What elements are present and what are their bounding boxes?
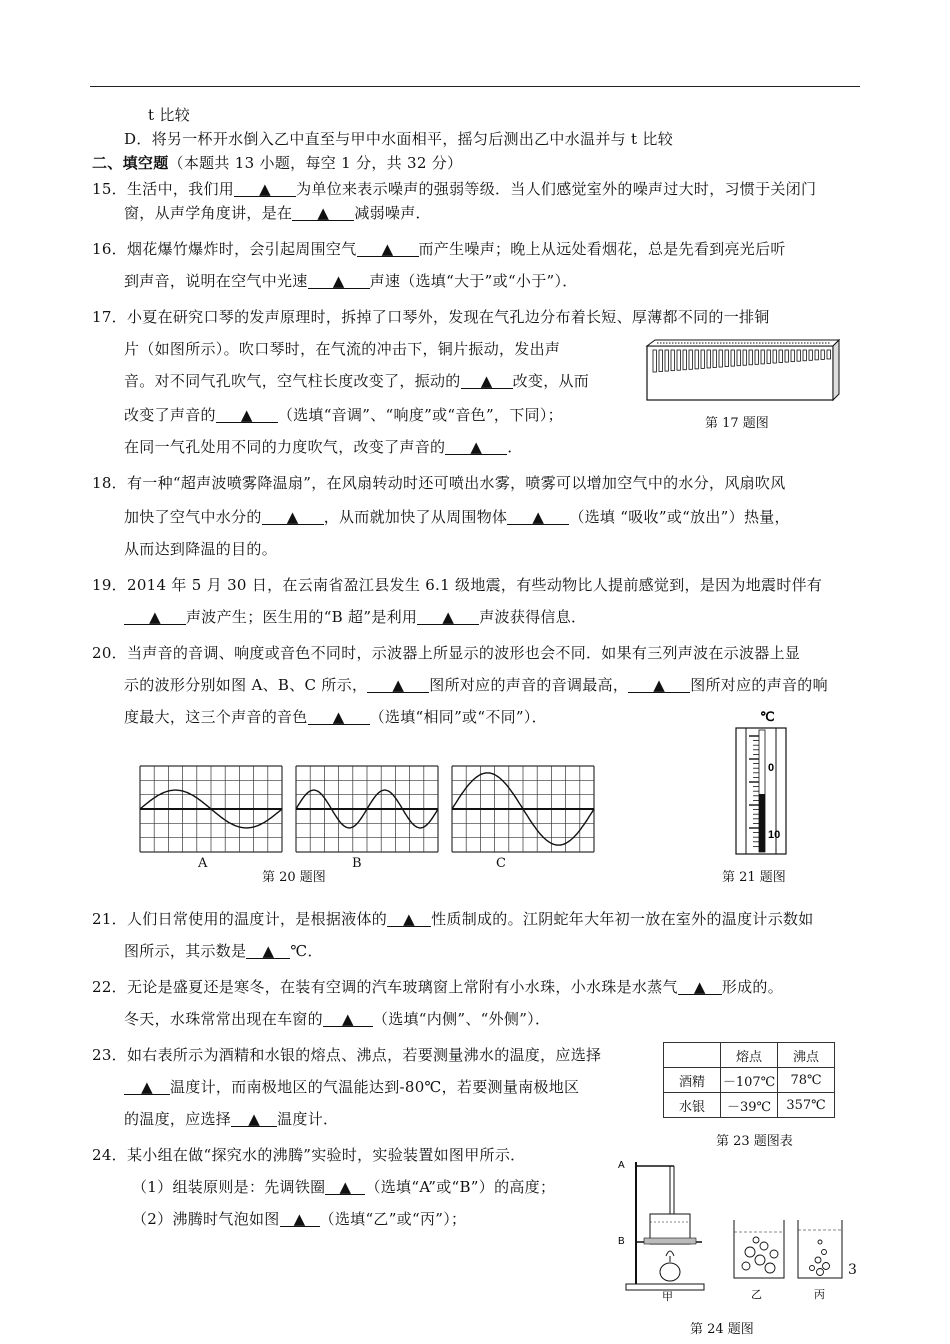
q20-line1: 20．当声音的音调、响度或音色不同时，示波器上所显示的波形也会不同．如果有三列声波在示波器上显 bbox=[92, 644, 801, 662]
harmonica-reed bbox=[707, 350, 710, 368]
harmonica-reed bbox=[785, 350, 788, 362]
q15-text-b: 为单位来表示噪声的强弱等级．当人们感觉室外的噪声过大时，习惯于关闭门 bbox=[296, 180, 817, 198]
bubble bbox=[742, 1262, 750, 1270]
harmonica-reed bbox=[791, 350, 794, 362]
harmonica-reed bbox=[815, 350, 818, 360]
answer-blank[interactable]: ▲ bbox=[445, 440, 507, 455]
q21-text-d: ℃． bbox=[290, 942, 323, 960]
q17-text-f: （选填“音调”、“响度”或“音色”，下同）； bbox=[277, 406, 563, 424]
answer-blank[interactable]: ▲ bbox=[417, 610, 479, 625]
tick-10: 10 bbox=[768, 829, 781, 841]
q24-line2 bbox=[132, 1176, 555, 1197]
label-b: B bbox=[352, 856, 362, 871]
answer-blank[interactable]: ▲ bbox=[216, 408, 278, 423]
q16-line1 bbox=[92, 238, 786, 259]
q18-text-c: ，从而就加快了从周围物体 bbox=[323, 508, 508, 526]
bubble bbox=[745, 1247, 755, 1257]
label-yi: 乙 bbox=[751, 1288, 762, 1301]
harmonica-reed bbox=[797, 350, 800, 361]
harmonica-reed bbox=[773, 350, 776, 363]
q23-caption: 第 23 题图表 bbox=[716, 1134, 793, 1149]
answer-blank[interactable]: ▲ bbox=[231, 1112, 277, 1127]
answer-blank[interactable]: ▲ bbox=[246, 944, 290, 959]
harmonica-reed bbox=[827, 350, 830, 359]
q23-line2 bbox=[124, 1076, 579, 1097]
q24-caption: 第 24 题图 bbox=[690, 1322, 754, 1337]
q16-text-d: 声速（选填“大于”或“小于”）． bbox=[369, 272, 578, 290]
label-bing: 丙 bbox=[814, 1288, 825, 1301]
q20-text-e: 度最大，这三个声音的音色 bbox=[124, 708, 308, 726]
answer-blank[interactable]: ▲ bbox=[678, 980, 722, 995]
table-cell: 357℃ bbox=[778, 1093, 835, 1118]
q23-text-b: 温度计，而南极地区的气温能达到-80℃，若要测量南极地区 bbox=[170, 1078, 580, 1096]
harmonica-reed bbox=[743, 350, 746, 365]
harmonica-reed bbox=[677, 350, 680, 370]
section-title: 二、填空题 bbox=[92, 154, 169, 172]
q15-text-a: 15．生活中，我们用 bbox=[92, 180, 235, 198]
answer-blank[interactable]: ▲ bbox=[262, 510, 324, 525]
q15-text-c: 窗，从声学角度讲，是在 bbox=[124, 204, 293, 222]
q17-line1: 17．小夏在研究口琴的发声原理时，拆掉了口琴外，发现在气孔边分布着长短、厚薄都不同的一排铜 bbox=[92, 308, 770, 326]
label-iron-ring-a: A bbox=[618, 1160, 625, 1171]
q17-text-h: ． bbox=[507, 438, 523, 456]
bubble bbox=[760, 1242, 768, 1250]
q20-line3 bbox=[124, 706, 547, 727]
celsius-unit: ℃ bbox=[760, 709, 775, 724]
q18-line1: 18．有一种“超声波喷雾降温扇”，在风扇转动时还可喷出水雾，喷雾可以增加空气中的水分，风扇吹风 bbox=[92, 474, 786, 492]
q24-line3 bbox=[132, 1208, 466, 1229]
section-note: （本题共 13 小题，每空 1 分，共 32 分） bbox=[168, 154, 463, 172]
table-cell: －39℃ bbox=[721, 1093, 778, 1118]
bubble bbox=[815, 1257, 821, 1263]
table-cell: －107℃ bbox=[721, 1068, 778, 1093]
harmonica-reed bbox=[689, 350, 692, 369]
bubble bbox=[818, 1240, 822, 1244]
q24-text-b: （1）组装原则是：先调铁圈 bbox=[132, 1178, 326, 1196]
harmonica-reed bbox=[749, 350, 752, 365]
label-c: C bbox=[496, 856, 506, 871]
q16-text-a: 16．烟花爆竹爆炸时，会引起周围空气 bbox=[92, 240, 357, 258]
table-cell: 水银 bbox=[664, 1093, 721, 1118]
q17-line2: 片（如图所示）。吹口琴时，在气流的冲击下，铜片振动，发出声 bbox=[124, 340, 561, 358]
q15-line1 bbox=[92, 178, 816, 199]
table-cell: 酒精 bbox=[664, 1068, 721, 1093]
q17-line5 bbox=[124, 436, 523, 457]
option-d: D．将另一杯开水倒入乙中直至与甲中水面相平，摇匀后测出乙中水温并与 t 比较 bbox=[124, 130, 673, 148]
q17-line3 bbox=[124, 370, 589, 391]
harmonica-figure bbox=[645, 338, 841, 406]
bubbles-yi bbox=[742, 1237, 778, 1273]
harmonica-reed bbox=[695, 350, 698, 369]
answer-blank[interactable]: ▲ bbox=[292, 206, 354, 221]
q22-text-b: 形成的。 bbox=[721, 978, 783, 996]
q17-line4 bbox=[124, 404, 563, 425]
q24-text-e: （选填“乙”或“丙”）； bbox=[319, 1210, 467, 1228]
q21-line2 bbox=[124, 940, 323, 961]
q20-text-d: 图所对应的声音的响 bbox=[690, 676, 828, 694]
q17-text-c: 音。对不同气孔吹气，空气柱长度改变了，振动的 bbox=[124, 372, 461, 390]
q17-text-d: 改变，从而 bbox=[512, 372, 590, 390]
harmonica-reed bbox=[701, 350, 704, 368]
header-rule bbox=[90, 86, 860, 87]
bubble bbox=[822, 1250, 827, 1255]
q22-text-d: （选填“内侧”、“外侧”）． bbox=[372, 1010, 551, 1028]
harmonica-reed bbox=[653, 350, 656, 372]
q23-text-c: 的温度，应选择 bbox=[124, 1110, 232, 1128]
table-header-cell: 沸点 bbox=[778, 1043, 835, 1068]
answer-blank[interactable]: ▲ bbox=[461, 374, 513, 389]
answer-blank[interactable]: ▲ bbox=[507, 510, 569, 525]
melting-boiling-table bbox=[663, 1042, 835, 1118]
q23-line3 bbox=[124, 1108, 338, 1129]
q22-text-a: 22．无论是盛夏还是寒冬，在装有空调的汽车玻璃窗上常附有小水珠，小水珠是水蒸气 bbox=[92, 978, 678, 996]
table-header-row bbox=[664, 1043, 835, 1068]
q17-text-e: 改变了声音的 bbox=[124, 406, 216, 424]
harmonica-reed bbox=[731, 350, 734, 366]
harmonica-reed bbox=[809, 350, 812, 360]
q15-line2 bbox=[124, 202, 431, 223]
label-a: A bbox=[198, 856, 208, 871]
option-c-continuation: t 比较 bbox=[148, 106, 190, 124]
q24-line1: 24．某小组在做“探究水的沸腾”实验时，实验装置如图甲所示． bbox=[92, 1146, 526, 1164]
q21-text-c: 图所示，其示数是 bbox=[124, 942, 247, 960]
oscilloscope-c bbox=[450, 764, 596, 854]
q20-text-b: 示的波形分别如图 A、B、C 所示， bbox=[124, 676, 368, 694]
q23-text-d: 温度计． bbox=[277, 1110, 339, 1128]
q20-caption: 第 20 题图 bbox=[262, 870, 326, 885]
harmonica-reed bbox=[821, 350, 824, 359]
answer-blank[interactable]: ▲ bbox=[357, 242, 419, 257]
harmonica-reed bbox=[767, 350, 770, 363]
harmonica-reed bbox=[683, 350, 686, 370]
harmonica-reed bbox=[659, 350, 662, 372]
oscilloscope-a bbox=[138, 764, 284, 854]
answer-blank[interactable]: ▲ bbox=[124, 1080, 170, 1095]
q18-line3: 从而达到降温的目的。 bbox=[124, 540, 278, 558]
table-cell: 78℃ bbox=[778, 1068, 835, 1093]
bubble bbox=[810, 1266, 815, 1271]
table-header-cell: 熔点 bbox=[721, 1043, 778, 1068]
q21-caption: 第 21 题图 bbox=[722, 870, 786, 885]
answer-blank[interactable]: ▲ bbox=[367, 678, 429, 693]
q18-text-b: 加快了空气中水分的 bbox=[124, 508, 262, 526]
harmonica-reed bbox=[737, 350, 740, 366]
q20-line2 bbox=[124, 674, 828, 695]
harmonica-reed bbox=[725, 350, 728, 367]
answer-blank[interactable]: ▲ bbox=[280, 1212, 320, 1227]
q19-line2 bbox=[124, 606, 586, 627]
harmonica-reed bbox=[803, 350, 806, 361]
q17-caption: 第 17 题图 bbox=[705, 416, 769, 431]
harmonica-reed bbox=[719, 350, 722, 367]
oscilloscope-b bbox=[294, 764, 440, 854]
answer-blank[interactable]: ▲ bbox=[323, 1012, 373, 1027]
q19-line1: 19．2014 年 5 月 30 日，在云南省盈江县发生 6.1 级地震，有些动物比人提前感觉到，是因为地震时伴有 bbox=[92, 576, 823, 594]
q20-text-f: （选填“相同”或“不同”）． bbox=[369, 708, 547, 726]
harmonica-reed bbox=[779, 350, 782, 363]
answer-blank[interactable]: ▲ bbox=[308, 274, 370, 289]
bubbles-bing bbox=[810, 1240, 830, 1276]
bubble bbox=[755, 1255, 765, 1265]
harmonica-reed bbox=[665, 350, 668, 371]
q17-text-g: 在同一气孔处用不同的力度吹气，改变了声音的 bbox=[124, 438, 446, 456]
q19-text-c: 声波获得信息． bbox=[479, 608, 587, 626]
q24-text-d: （2）沸腾时气泡如图 bbox=[132, 1210, 280, 1228]
q24-text-c: （选填“A”或“B”）的高度； bbox=[365, 1178, 556, 1196]
section-heading bbox=[92, 152, 462, 173]
answer-blank[interactable]: ▲ bbox=[387, 912, 431, 927]
harmonica-reed bbox=[761, 350, 764, 364]
q23-line1: 23．如右表所示为酒精和水银的熔点、沸点，若要测量沸水的温度，应选择 bbox=[92, 1046, 602, 1064]
q22-line2 bbox=[124, 1008, 550, 1029]
answer-blank[interactable]: ▲ bbox=[124, 610, 186, 625]
q21-line1 bbox=[92, 908, 814, 929]
q18-line2 bbox=[124, 506, 790, 527]
harmonica-reed bbox=[713, 350, 716, 368]
table-header-cell bbox=[664, 1043, 721, 1068]
label-jia: 甲 bbox=[662, 1290, 673, 1303]
liquid-column bbox=[759, 794, 765, 852]
q21-text-b: 性质制成的。江阴蛇年大年初一放在室外的温度计示数如 bbox=[431, 910, 814, 928]
q16-line2 bbox=[124, 270, 578, 291]
q16-text-b: 而产生噪声；晚上从远处看烟花，总是先看到亮光后听 bbox=[418, 240, 786, 258]
harmonica-reed bbox=[671, 350, 674, 371]
table-row bbox=[664, 1093, 835, 1118]
q15-text-d: 减弱噪声． bbox=[354, 204, 431, 222]
answer-blank[interactable]: ▲ bbox=[628, 678, 690, 693]
q22-text-c: 冬天，水珠常常出现在车窗的 bbox=[124, 1010, 323, 1028]
harmonica-reed bbox=[755, 350, 758, 364]
q19-text-b: 声波产生；医生用的“B 超”是利用 bbox=[186, 608, 418, 626]
table-row bbox=[664, 1068, 835, 1093]
bubble bbox=[823, 1263, 830, 1270]
label-iron-ring-b: B bbox=[618, 1236, 625, 1247]
thermometer-figure bbox=[732, 706, 794, 858]
bubble bbox=[770, 1250, 778, 1258]
tick-0: 0 bbox=[768, 762, 775, 774]
bubble bbox=[753, 1237, 759, 1243]
q21-text-a: 21．人们日常使用的温度计，是根据液体的 bbox=[92, 910, 388, 928]
q16-text-c: 到声音，说明在空气中光速 bbox=[124, 272, 308, 290]
bubble bbox=[817, 1269, 824, 1276]
answer-blank[interactable]: ▲ bbox=[325, 1180, 365, 1195]
bubble bbox=[765, 1263, 775, 1273]
page-number: 3 bbox=[848, 1262, 857, 1278]
answer-blank[interactable]: ▲ bbox=[308, 710, 370, 725]
q18-text-d: （选填 “吸收”或“放出”）热量， bbox=[569, 508, 790, 526]
q20-text-c: 图所对应的声音的音调最高， bbox=[429, 676, 629, 694]
boiling-apparatus-figure bbox=[614, 1156, 844, 1304]
answer-blank[interactable]: ▲ bbox=[234, 182, 296, 197]
q22-line1 bbox=[92, 976, 783, 997]
